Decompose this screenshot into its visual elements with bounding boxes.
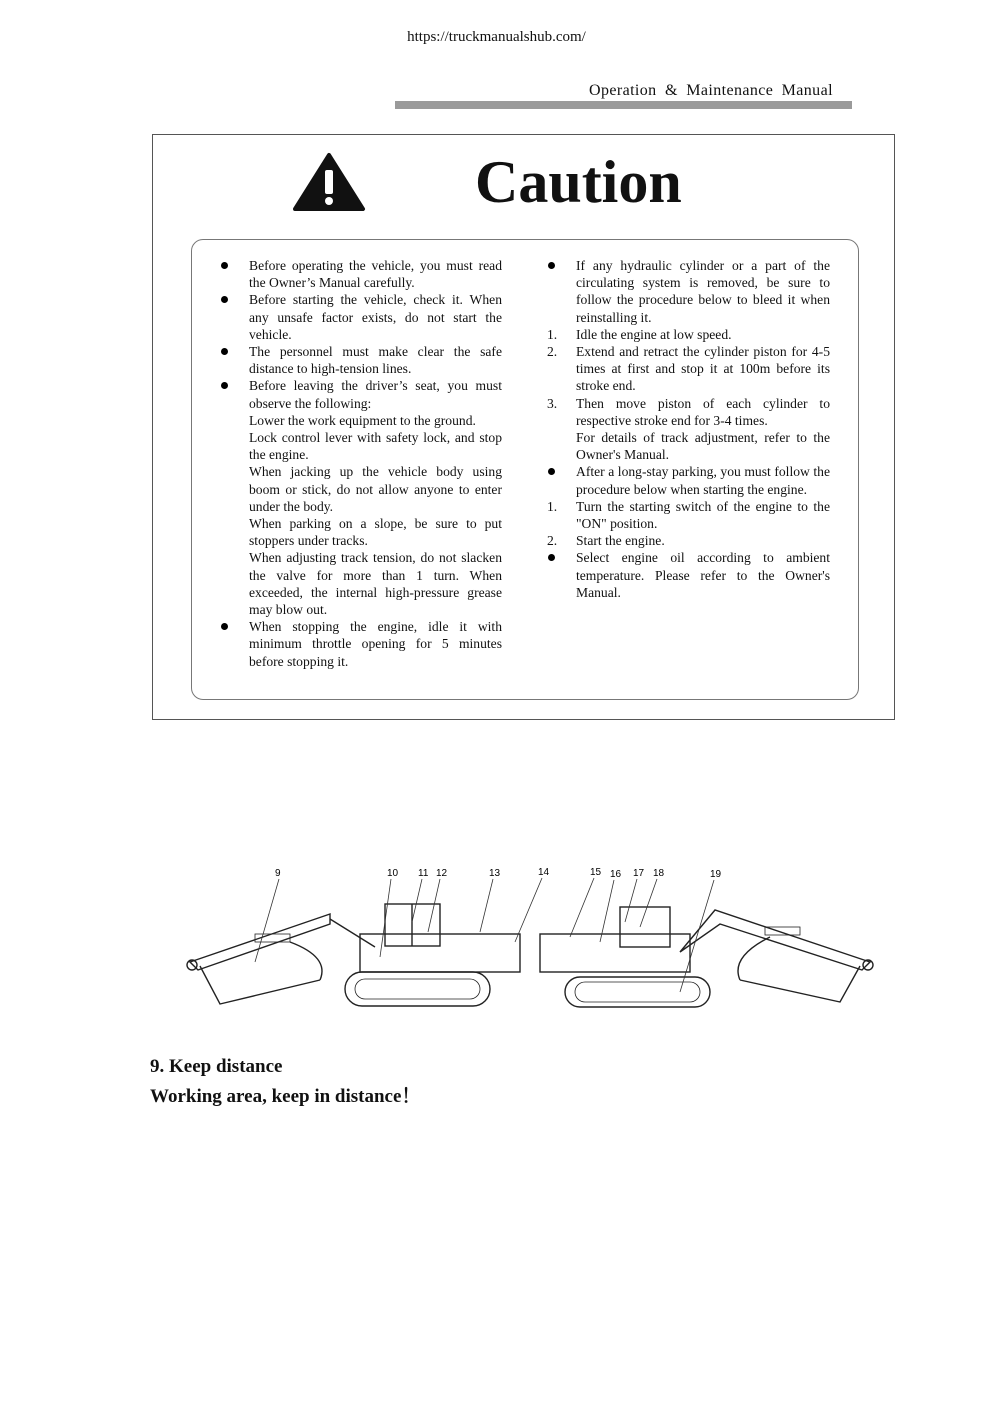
callout-label: 9 bbox=[275, 868, 281, 879]
caution-continuation-text: Lock control lever with safety lock, and stop the engine. bbox=[249, 430, 502, 463]
callout-label: 11 bbox=[418, 868, 429, 879]
callout-label: 13 bbox=[489, 868, 501, 879]
caution-item-text: Idle the engine at low speed. bbox=[576, 326, 732, 342]
callout-label: 15 bbox=[590, 867, 602, 878]
caution-continuation-text: When adjusting track tension, do not slacken the valve for more than 1 turn. When exceeded, the internal high-pressure grease may blow out. bbox=[249, 550, 502, 618]
caution-list-item bbox=[543, 395, 830, 429]
caution-item-text: Turn the starting switch of the engine to the "ON" position. bbox=[576, 498, 830, 532]
caution-item-text: Then move piston of each cylinder to respective stroke end for 3-4 times. bbox=[576, 395, 830, 428]
callout-label: 19 bbox=[710, 869, 722, 880]
bullet-icon bbox=[216, 257, 249, 291]
list-number: 2. bbox=[547, 344, 558, 360]
callout-leader-line bbox=[480, 879, 493, 932]
callout-label: 12 bbox=[436, 868, 448, 879]
caution-item-text: After a long-stay parking, you must follow the procedure below when starting the engine. bbox=[576, 464, 830, 497]
bullet-icon bbox=[216, 618, 249, 670]
excavator-left-drawing bbox=[187, 904, 520, 1006]
callout-label: 16 bbox=[610, 869, 622, 880]
caution-right-column bbox=[543, 257, 830, 601]
caution-left-column bbox=[216, 257, 502, 670]
manual-title: Operation & Maintenance Manual bbox=[589, 82, 833, 99]
warning-triangle-icon bbox=[292, 152, 366, 212]
bullet-icon bbox=[216, 377, 249, 411]
list-number: 1. bbox=[547, 326, 558, 342]
caution-item-text: Select engine oil according to ambient temperature. Please refer to the Owner's Manual. bbox=[576, 550, 830, 600]
caution-list-item bbox=[216, 291, 502, 343]
section-title: 9. Keep distance bbox=[150, 1056, 283, 1077]
callout-label: 10 bbox=[387, 868, 399, 879]
callout-label: 17 bbox=[633, 868, 645, 879]
caution-continuation-text: When jacking up the vehicle body using boom or stick, do not allow anyone to enter under the body. bbox=[249, 464, 502, 514]
caution-item-text: When stopping the engine, idle it with minimum throttle opening for 5 minutes before stopping it. bbox=[249, 619, 502, 669]
caution-list-item bbox=[216, 618, 502, 670]
callout-leader-line bbox=[570, 878, 594, 937]
bullet-icon bbox=[216, 343, 249, 377]
callout-leader-line bbox=[680, 880, 714, 992]
callout-leader-line bbox=[428, 879, 440, 932]
caution-list-item bbox=[543, 498, 830, 532]
caution-item-text: Before starting the vehicle, check it. When any unsafe factor exists, do not start the vehicle. bbox=[249, 292, 502, 342]
caution-item-text: If any hydraulic cylinder or a part of the circulating system is removed, be sure to follow the procedure below to bleed it when reinstalling it. bbox=[576, 258, 830, 325]
caution-item-text: Before leaving the driver’s seat, you must observe the following: bbox=[249, 378, 502, 411]
caution-list-item bbox=[543, 326, 830, 343]
list-number: 2. bbox=[547, 533, 558, 549]
caution-list-item bbox=[543, 343, 830, 395]
caution-list-item bbox=[216, 377, 502, 411]
callout-leader-line bbox=[412, 879, 422, 922]
excavator-right-drawing bbox=[540, 907, 873, 1007]
caution-list-item bbox=[543, 549, 830, 601]
caution-item-text: Extend and retract the cylinder piston for 4-5 times at first and stop it at 100m before its stroke end. bbox=[576, 344, 830, 394]
caution-list-item bbox=[543, 463, 830, 497]
caution-list-item bbox=[543, 257, 830, 326]
callout-label: 18 bbox=[653, 868, 665, 879]
callout-label: 14 bbox=[538, 867, 550, 878]
callout-leader-line bbox=[255, 879, 279, 962]
callout-leader-line bbox=[640, 879, 657, 927]
callout-leader-line bbox=[600, 880, 614, 942]
header-bar bbox=[395, 101, 852, 109]
caution-continuation-text: When parking on a slope, be sure to put stoppers under tracks. bbox=[249, 516, 502, 549]
bullet-icon bbox=[543, 549, 576, 601]
callout-leader-line bbox=[515, 878, 542, 942]
caution-list-item bbox=[543, 532, 830, 549]
list-number: 1. bbox=[547, 498, 558, 514]
excavator-decal-diagram bbox=[180, 862, 880, 1022]
bullet-icon bbox=[543, 257, 576, 326]
caution-item-text: Start the engine. bbox=[576, 533, 665, 549]
caution-continuation-text: For details of track adjustment, refer to the Owner's Manual. bbox=[576, 430, 830, 463]
bullet-icon bbox=[216, 291, 249, 343]
caution-continuation-text: Lower the work equipment to the ground. bbox=[249, 412, 476, 428]
caution-list-item bbox=[216, 343, 502, 377]
caution-item-text: Before operating the vehicle, you must read the Owner’s Manual carefully. bbox=[249, 258, 502, 291]
caution-title: Caution bbox=[475, 149, 682, 215]
callout-leader-line bbox=[625, 879, 637, 922]
bullet-icon bbox=[543, 463, 576, 497]
list-number: 3. bbox=[547, 395, 558, 411]
page-url: https://truckmanualshub.com/ bbox=[407, 29, 586, 45]
caution-item-text: The personnel must make clear the safe distance to high-tension lines. bbox=[249, 344, 502, 377]
section-subtitle: Working area, keep in distance！ bbox=[150, 1086, 421, 1107]
caution-list-item bbox=[216, 257, 502, 291]
